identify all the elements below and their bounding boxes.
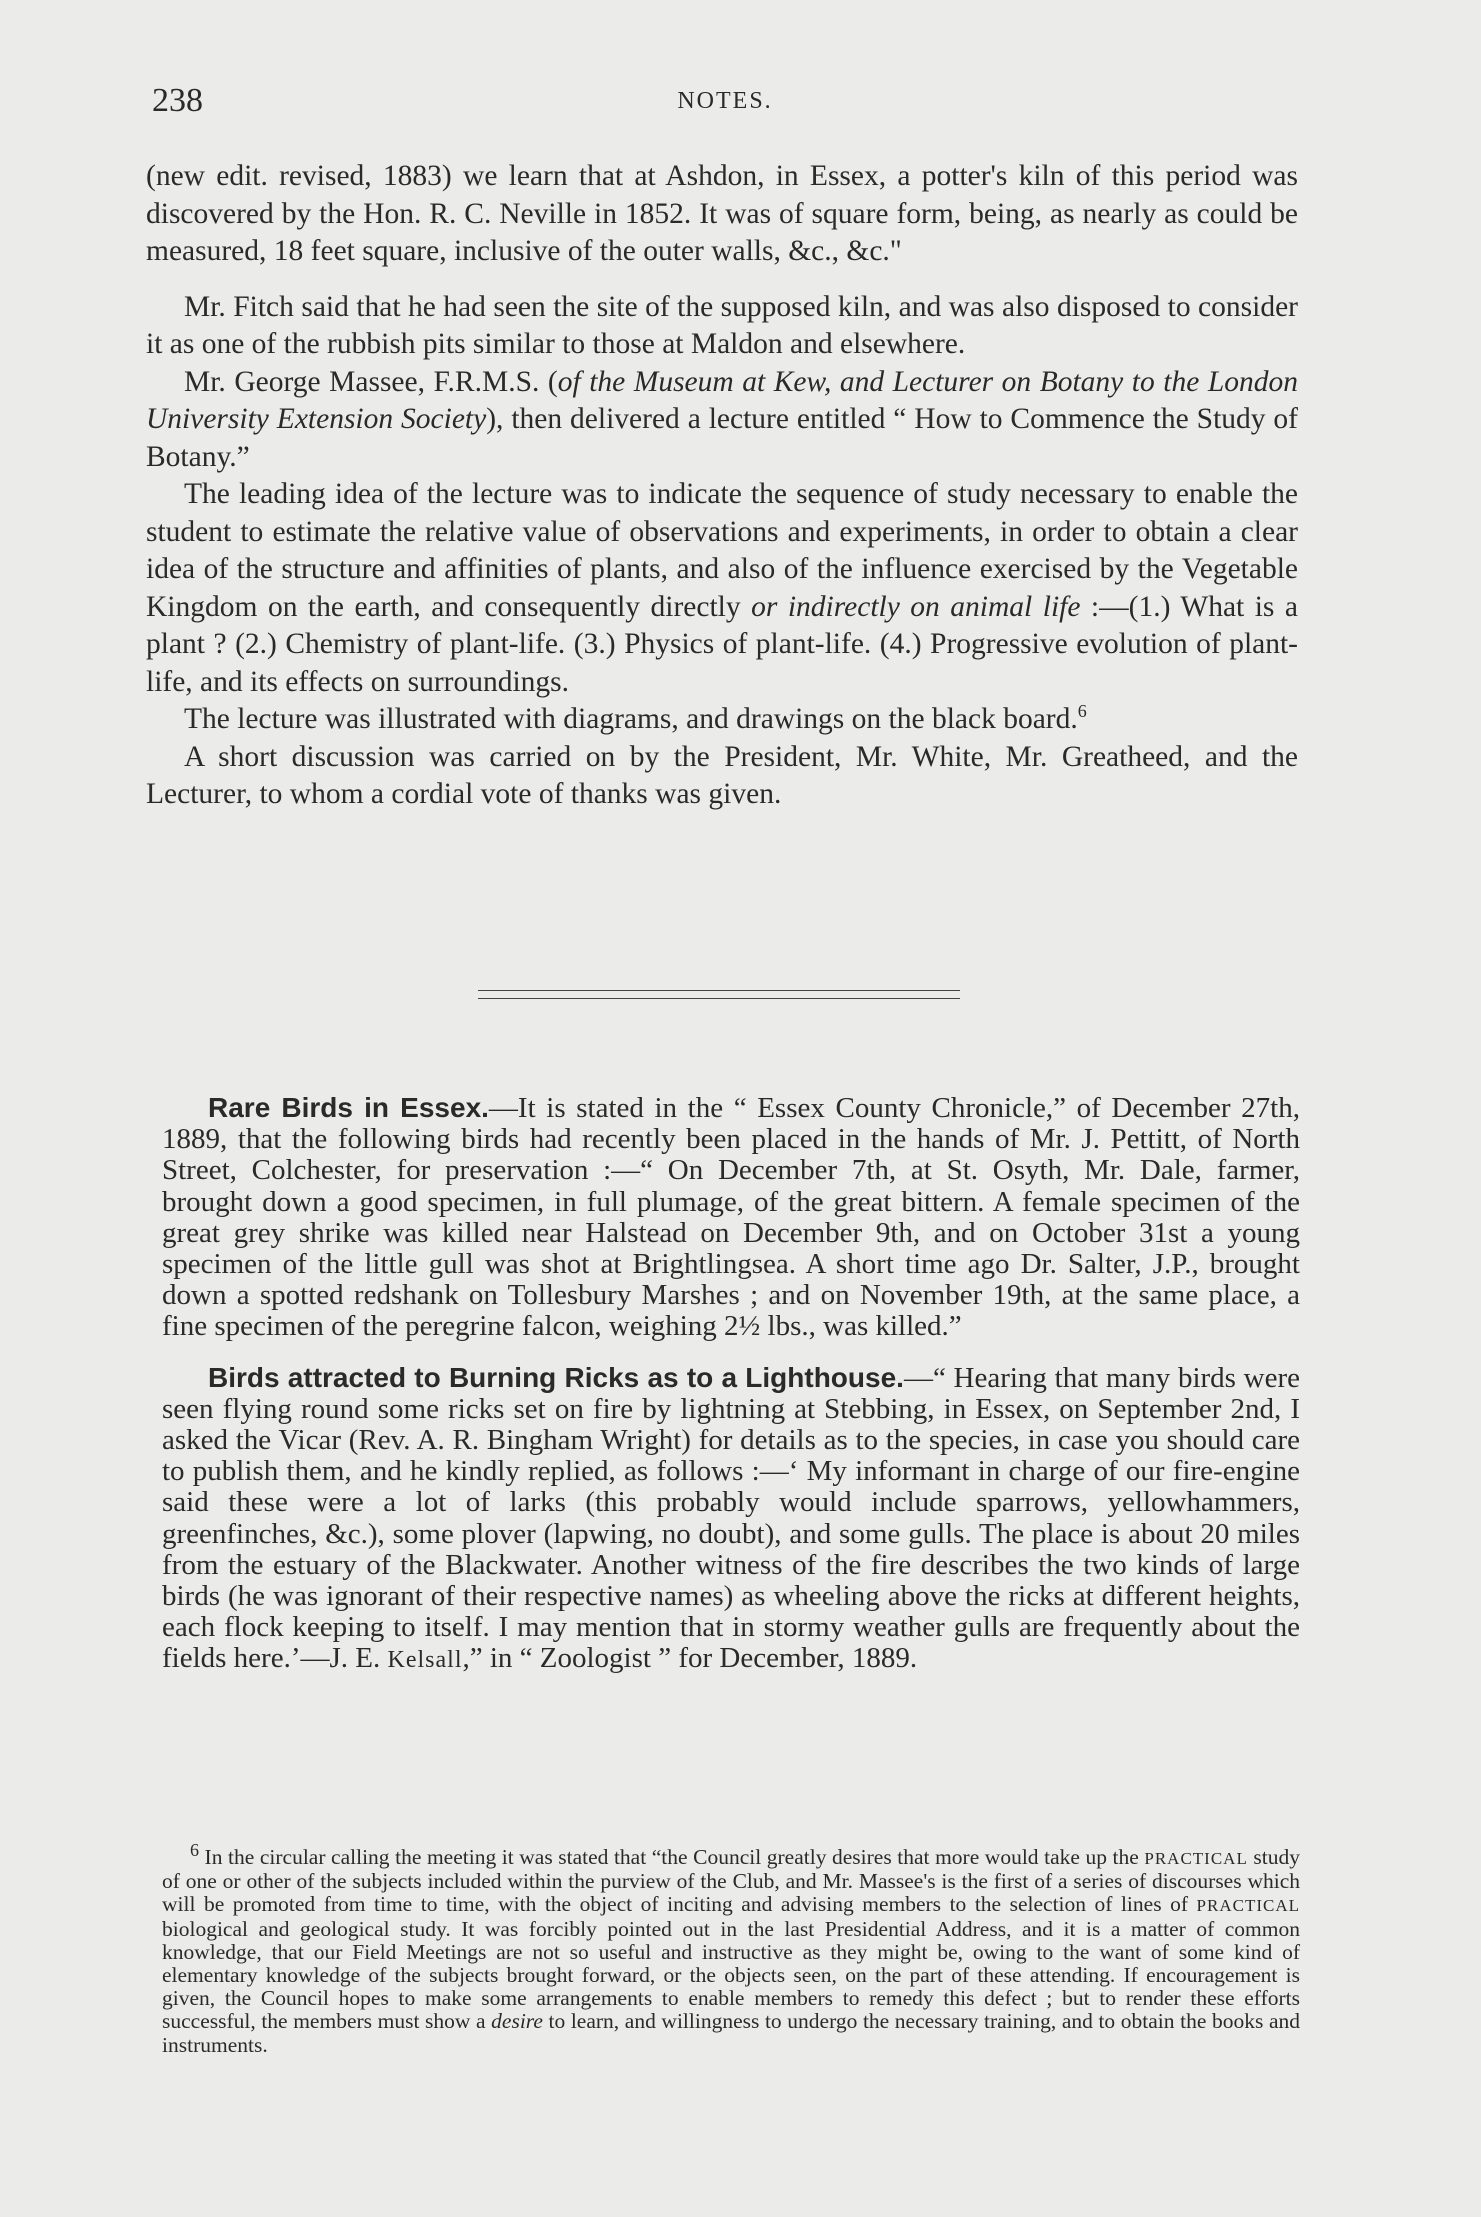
text-run: biological and geological study. It was forcibly pointed out in the last Presidential Address, and it is a matter of common knowledge, that our Field Meetings are not so useful and instructive as they might be, owing to the want of some kind of elementary knowledge of the subjects brought forward, or the objects seen, on the part of these attending. If encouragement is given, the Council hopes to make some arrangements to enable members to remedy this defect ; but to render these efforts successful, the members must show a <box>162 1916 1300 2034</box>
small-caps-run: PRACTICAL <box>1144 1849 1248 1868</box>
note-body: —It is stated in the “ Essex County Chronicle,” of December 27th, 1889, that the following birds had recently been placed in the hands of Mr. J. Pettitt, of North Street, Colchester, for preservation :—“ On December 7th, at St. Osyth, Mr. Dale, farmer, brought down a good specimen, in full plumage, of the great bittern. A female specimen of the great grey shrike was killed near Halstead on December 9th, and on October 31st a young specimen of the little gull was shot at Brightlingsea. A short time ago Dr. Salter, J.P., brought down a spotted redshank on Tollesbury Marshes ; and on November 19th, at the same place, a fine specimen of the peregrine falcon, weighing 2½ lbs., was killed.” <box>162 1092 1300 1343</box>
text-run: to learn, and willingness to undergo the necessary training, and to obtain the books and instruments. <box>162 2009 1300 2057</box>
note-burning-ricks <box>162 1362 1300 1677</box>
note-tail: ,” in “ Zoologist ” for December, 1889. <box>462 1642 918 1675</box>
text-run: ), then delivered a lecture entitled “ How to Commence the Study of Botany.” <box>146 403 1299 473</box>
paragraph-massee <box>146 364 1298 477</box>
note-heading: Rare Birds in Essex. <box>208 1092 489 1123</box>
text-run: :—(1.) What is a plant ? (2.) Chemistry of plant-life. (3.) Physics of plant-life. (4.) Progressive evolution of plant-life, and its effects on surroundings. <box>146 590 1299 698</box>
note-body: —“ Hearing that many birds were seen flying round some ricks set on fire by lightning at Stebbing, in Essex, on September 2nd, I asked the Vicar (Rev. A. R. Bingham Wright) for details as to the species, in case you should care to publish them, and he kindly replied, as follows :—‘ My informant in charge of our fire-engine said these were a lot of larks (this probably would include sparrows, yellowhammers, greenfinches, &c.), some plover (lapwing, no doubt), and some gulls. The place is about 20 miles from the estuary of the Blackwater. Another witness of the fire describes the two kinds of large birds (he was ignorant of their respective names) as wheeling above the ricks at different heights, each flock keeping to itself. I may mention that in stormy weather gulls are frequently about the fields here.’—J. E. <box>162 1361 1300 1675</box>
running-head: NOTES. <box>677 88 773 114</box>
italic-run: desire <box>491 2009 543 2034</box>
text-run: The lecture was illustrated with diagrams, and drawings on the black board. <box>184 703 1078 735</box>
footnote-marker: 6 <box>190 1839 199 1860</box>
paragraph-lecture-idea <box>146 476 1298 701</box>
section-divider <box>478 990 960 999</box>
paragraph-discussion: A short discussion was carried on by the President, Mr. White, Mr. Greatheed, and the Lecturer, to whom a cordial vote of thanks was given. <box>146 740 1298 810</box>
meeting-report <box>146 158 1298 814</box>
note-rare-birds <box>162 1092 1300 1343</box>
italic-run: of the Museum at Kew, and Lecturer on Botany to the London University Extension Society <box>146 365 1298 435</box>
text-run: In the circular calling the meeting it was stated that “the Council greatly desires that more would take up the <box>199 1845 1145 1869</box>
small-caps-run: PRACTICAL <box>1196 1896 1300 1916</box>
paragraph-kiln: (new edit. revised, 1883) we learn that at Ashdon, in Essex, a potter's kiln of this period was discovered by the Hon. R. C. Neville in 1852. It was of square form, being, as nearly as could be measured, 18 feet square, inclusive of the outer walls, &c., &c." <box>146 160 1298 267</box>
footnote <box>162 1839 1300 2057</box>
italic-run: or indirectly on animal life <box>751 590 1081 623</box>
notes-section <box>162 1092 1300 1677</box>
footnote-text <box>162 1839 1300 2057</box>
text-run: study of one or other of the subjects included within the purview of the Club, and Mr. Massee's is the first of a series of discourses which will be promoted from time to time, with the object of inciting and advising members to the selection of lines of <box>162 1845 1300 1917</box>
paragraph-fitch: Mr. Fitch said that he had seen the site of the supposed kiln, and was also disposed to consider it as one of the rubbish pits similar to those at Maldon and elsewhere. <box>146 290 1298 360</box>
page-header <box>152 82 1298 122</box>
text-run: Mr. George Massee, F.R.M.S. ( <box>184 365 558 398</box>
page-number: 238 <box>152 82 203 119</box>
author-name: Kelsall <box>387 1647 463 1674</box>
note-heading: Birds attracted to Burning Ricks as to a Lighthouse. <box>208 1361 904 1393</box>
paragraph-illustrated <box>146 701 1298 739</box>
text-run: The leading idea of the lecture was to indicate the sequence of study necessary to enable the student to estimate the relative value of observations and experiments, in order to obtain a clear idea of the structure and affinities of plants, and also of the influence exercised by the Vegetable Kingdom on the earth, and consequently directly <box>146 478 1298 623</box>
footnote-reference[interactable]: 6 <box>1077 701 1087 722</box>
